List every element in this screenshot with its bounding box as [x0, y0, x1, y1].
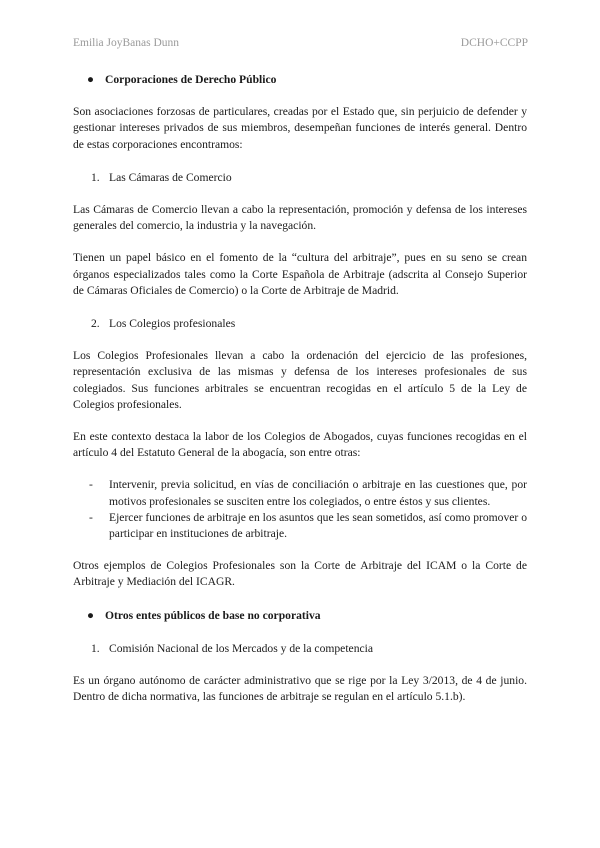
subheading-cnmc — [91, 641, 527, 657]
subheading-title: Comisión Nacional de los Mercados y de la competencia — [109, 641, 374, 655]
paragraph: Es un órgano autónomo de carácter administrativo que se rige por la Ley 3/2013, de 4 de junio. Dentro de dicha normativa, las funciones de arbitraje se regulan en el artículo 5.1.b). — [73, 674, 527, 704]
subheading-camaras — [91, 170, 527, 186]
dash-marker: - — [89, 510, 93, 524]
paragraph: Las Cámaras de Comercio llevan a cabo la representación, promoción y defensa de los intereses generales del comercio, la industria y la navegación. — [73, 203, 527, 233]
section-heading-corporaciones — [87, 72, 527, 88]
dash-marker: - — [89, 478, 93, 492]
subheading-colegios — [91, 316, 527, 332]
bullet-icon: ● — [87, 608, 95, 622]
header-code: DCHO+CCPP — [460, 37, 528, 49]
list-item — [73, 510, 527, 542]
document-body — [73, 72, 527, 705]
subheading-title: Las Cámaras de Comercio — [109, 170, 232, 184]
list-item-text: Intervenir, previa solicitud, en vías de conciliación o arbitraje en las cuestiones que, por motivos profesionales se susciten entre los colegiados, o entre éstos y sus clientes. — [109, 478, 527, 508]
list-item — [73, 477, 527, 509]
section-title: Corporaciones de Derecho Público — [105, 73, 277, 86]
bullet-icon: ● — [87, 73, 95, 86]
subheading-title: Los Colegios profesionales — [109, 317, 236, 331]
section-heading-otros-entes — [87, 608, 527, 624]
list-item-text: Ejercer funciones de arbitraje en los asuntos que les sean sometidos, así como promover o participar en instituciones de arbitraje. — [109, 510, 527, 541]
paragraph: En este contexto destaca la labor de los Colegios de Abogados, cuyas funciones recogidas en el artículo 4 del Estatuto General de la abogacía, son entre otras: — [73, 430, 527, 460]
paragraph: Son asociaciones forzosas de particulares, creadas por el Estado que, sin perjuicio de defender y gestionar intereses privados de sus miembros, desempeñan funciones de interés general. Dentro de estas corporaciones encontramos: — [73, 105, 527, 151]
header-author: Emilia JoyBanas Dunn — [73, 37, 180, 49]
paragraph: Los Colegios Profesionales llevan a cabo la ordenación del ejercicio de las profesiones, representación exclusiva de las mismas y defensa de los intereses profesionales de sus colegiados. Sus funciones arbitrales se encuentran recogidas en el artículo 5 de la Ley de Colegios profesionales. — [73, 349, 527, 411]
list-number: 2. — [91, 317, 100, 331]
paragraph: Otros ejemplos de Colegios Profesionales son la Corte de Arbitraje del ICAM o la Corte de Arbitraje y Mediación del ICAGR. — [73, 559, 527, 589]
paragraph: Tienen un papel básico en el fomento de la “cultura del arbitraje”, pues en su seno se crean órganos especializados tales como la Corte Española de Arbitraje (adscrita al Consejo Superior de Cámaras Oficiales de Comercio) o la Corte de Arbitraje de Madrid. — [73, 251, 527, 297]
list-number: 1. — [91, 170, 100, 184]
section-title: Otros entes públicos de base no corporativa — [105, 608, 321, 622]
list-number: 1. — [91, 641, 100, 655]
